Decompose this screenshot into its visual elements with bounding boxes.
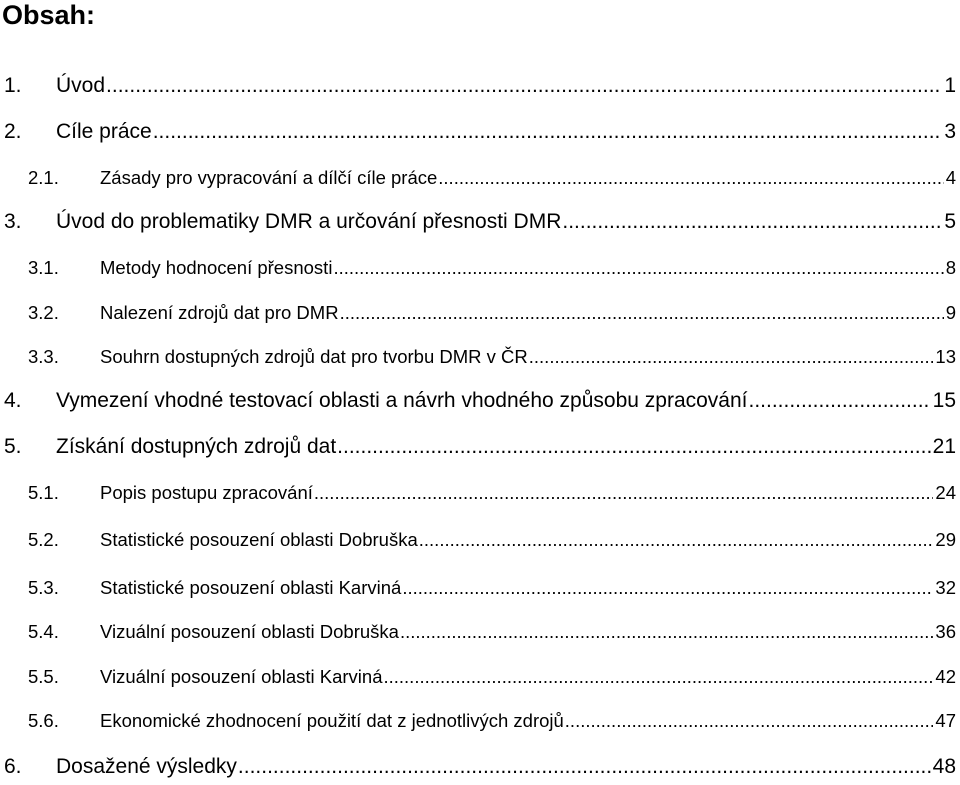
toc-entry-number: 5.5. xyxy=(28,666,59,687)
toc-entry[interactable] xyxy=(0,526,956,554)
toc-entry-label: Zásady pro vypracování a dílčí cíle práce xyxy=(100,167,438,188)
toc-entry-number: 3. xyxy=(4,210,22,233)
toc-entry-leader xyxy=(106,71,942,101)
toc-entry-label: Souhrn dostupných zdrojů dat pro tvorbu DMR v ČR xyxy=(100,346,528,367)
toc-entry-leader xyxy=(529,343,934,371)
toc-entry-label: Úvod do problematiky DMR a určování přesnosti DMR xyxy=(56,210,562,233)
toc-entry-number: 5.4. xyxy=(28,621,59,642)
toc-entry-label: Vizuální posouzení oblasti Karviná xyxy=(100,666,383,687)
toc-entry-page: 36 xyxy=(935,621,956,642)
toc-entry-label: Získání dostupných zdrojů dat xyxy=(56,435,337,458)
toc-entry-number: 3.1. xyxy=(28,257,59,278)
toc-entry[interactable] xyxy=(0,117,956,147)
toc-entry-number: 5.3. xyxy=(28,577,59,598)
toc-entry-page: 24 xyxy=(935,482,956,503)
toc-entry[interactable] xyxy=(0,207,956,237)
toc-entry[interactable] xyxy=(0,707,956,735)
toc-entry-leader xyxy=(337,432,930,462)
toc-entry-label: Ekonomické zhodnocení použití dat z jednotlivých zdrojů xyxy=(100,710,564,731)
toc-entry-label: Vizuální posouzení oblasti Dobruška xyxy=(100,621,399,642)
toc-entry-page: 32 xyxy=(935,577,956,598)
toc-entry-label: Statistické posouzení oblasti Dobruška xyxy=(100,529,418,550)
toc-entry-leader xyxy=(749,386,931,416)
toc-entry-page: 1 xyxy=(944,74,956,97)
toc-entry-page: 8 xyxy=(945,257,956,278)
toc-entry-leader xyxy=(153,117,943,147)
toc-entry-leader xyxy=(419,526,934,554)
toc-entry-page: 9 xyxy=(945,302,956,323)
toc-entry-label: Cíle práce xyxy=(56,120,152,143)
toc-entry-page: 42 xyxy=(935,666,956,687)
toc-entry[interactable] xyxy=(0,618,956,646)
toc-entry-leader xyxy=(383,663,933,691)
toc-entry-number: 3.3. xyxy=(28,346,59,367)
toc-entry-page: 15 xyxy=(932,389,956,412)
toc-entry-number: 2.1. xyxy=(28,167,59,188)
toc-entry[interactable] xyxy=(0,164,956,192)
toc-entry-label: Metody hodnocení přesnosti xyxy=(100,257,333,278)
toc-entry-leader xyxy=(438,164,943,192)
toc-entry[interactable] xyxy=(0,299,956,327)
toc-entry-leader xyxy=(238,752,931,782)
toc-entry[interactable] xyxy=(0,479,956,507)
toc-entry-number: 5. xyxy=(4,435,22,458)
toc-entry-number: 2. xyxy=(4,120,22,143)
toc-entry-label: Nalezení zdrojů dat pro DMR xyxy=(100,302,339,323)
toc-entry-number: 4. xyxy=(4,389,22,412)
toc-entry-leader xyxy=(402,574,933,602)
toc-entry[interactable] xyxy=(0,574,956,602)
toc-entry-leader xyxy=(340,299,944,327)
toc-entry-leader xyxy=(314,479,934,507)
toc-entry-label: Vymezení vhodné testovací oblasti a návrh vhodného způsobu zpracování xyxy=(56,389,748,412)
toc-entry-leader xyxy=(400,618,933,646)
toc-entry-page: 29 xyxy=(935,529,956,550)
toc-entry[interactable] xyxy=(0,663,956,691)
toc-entry-page: 13 xyxy=(935,346,956,367)
toc-entry-number: 1. xyxy=(4,74,22,97)
toc-entry[interactable] xyxy=(0,71,956,101)
toc-entry[interactable] xyxy=(0,386,956,416)
toc-entry-number: 5.6. xyxy=(28,710,59,731)
toc-entry-label: Dosažené výsledky xyxy=(56,755,237,778)
toc-entry-number: 5.2. xyxy=(28,529,59,550)
toc-entry-page: 21 xyxy=(932,435,956,458)
toc-entry-number: 3.2. xyxy=(28,302,59,323)
toc-entry-number: 5.1. xyxy=(28,482,59,503)
toc-entry-label: Statistické posouzení oblasti Karviná xyxy=(100,577,402,598)
page-title: Obsah: xyxy=(2,0,96,30)
toc-entry-page: 5 xyxy=(944,210,956,233)
toc-entry-page: 3 xyxy=(944,120,956,143)
toc-entry-number: 6. xyxy=(4,755,22,778)
toc-entry[interactable] xyxy=(0,752,956,782)
toc-entry-page: 48 xyxy=(932,755,956,778)
toc-entry-leader xyxy=(333,254,943,282)
toc-entry-leader xyxy=(565,707,934,735)
toc-entry-leader xyxy=(562,207,942,237)
toc-entry[interactable] xyxy=(0,432,956,462)
toc-entry-page: 47 xyxy=(935,710,956,731)
toc-entry-label: Úvod xyxy=(56,74,106,97)
toc-entry-label: Popis postupu zpracování xyxy=(100,482,313,503)
toc-entry[interactable] xyxy=(0,343,956,371)
toc-entry[interactable] xyxy=(0,254,956,282)
toc-entry-page: 4 xyxy=(945,167,956,188)
